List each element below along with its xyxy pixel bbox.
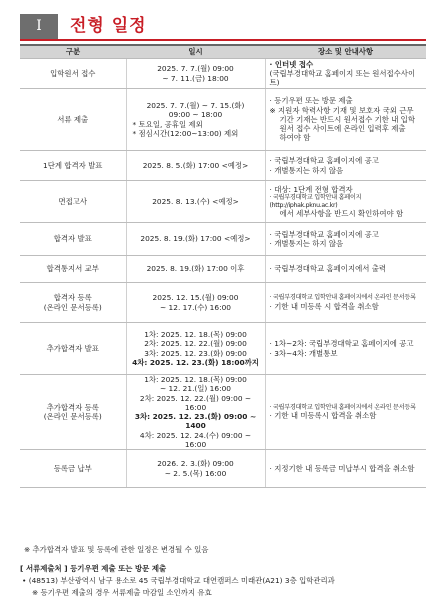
info-line: · 국립부경대학교 홈페이지에 공고 — [269, 229, 379, 239]
cell-stage — [20, 323, 126, 375]
info-line: · 국립부경대학교 입학안내 홈페이지(http://iphak.pknu.ac.kr) — [269, 193, 362, 209]
cell-date — [126, 375, 265, 450]
date-line: 2025. 12. 15.(월) 09:00 — [152, 293, 239, 303]
date-line: ~ 7. 11.(금) 18:00 — [162, 73, 229, 83]
table-header-row — [20, 45, 426, 59]
postmark-note: ※ 등기우편 제출의 경우 서류제출 마감일 소인까지 유효 — [32, 588, 212, 597]
info-line: · 국립부경대학교 홈페이지에 공고 — [269, 156, 379, 166]
stage-label: 1단계 합격자 발표 — [43, 160, 103, 170]
stage-label: 합격통지서 교부 — [46, 264, 99, 274]
info-line: · 3차~4차: 개별통보 — [269, 348, 338, 358]
info-line: · 개별통지는 하지 않음 — [269, 239, 344, 248]
cell-info — [265, 223, 426, 256]
title-underline — [20, 39, 426, 41]
stage-label: 서류 제출 — [57, 114, 89, 124]
cell-info — [265, 450, 426, 488]
table-row — [20, 181, 426, 223]
cell-date — [126, 323, 265, 375]
cell-stage — [20, 223, 126, 256]
table-row — [20, 89, 426, 151]
section-title: 전형 일정 — [70, 16, 147, 36]
schedule-table — [20, 44, 426, 488]
info-line: · 대상: 1단계 전형 합격자 — [269, 184, 353, 194]
stage-label: (온라인 문서등록) — [43, 412, 102, 421]
info-line: · 기한 내 미등록 시 합격을 취소함 — [269, 301, 379, 311]
cell-date — [126, 283, 265, 323]
stage-label: 면접고사 — [58, 196, 88, 206]
submission-heading: [ 서류제출처 ] 등기우편 제출 또는 방문 제출 — [20, 564, 167, 573]
info-line: (국립부경대학교 홈페이지 또는 원서접수사이트) — [269, 68, 416, 88]
stage-label: 합격자 발표 — [53, 234, 92, 244]
cell-stage — [20, 151, 126, 181]
table-row — [20, 323, 426, 375]
table-row — [20, 223, 426, 256]
cell-stage — [20, 181, 126, 223]
date-line: 2025. 8. 19.(화) 17:00 이후 — [146, 264, 245, 274]
info-line: · 국립부경대학교 입학안내 홈페이지에서 온라인 문서등록 — [269, 403, 416, 411]
column-header-date: 일시 — [126, 45, 265, 59]
schedule-change-note: ※ 추가합격자 발표 및 등록에 관한 일정은 변경될 수 있음 — [24, 545, 209, 554]
cell-stage — [20, 59, 126, 89]
cell-info — [265, 151, 426, 181]
stage-label: 합격자 등록 — [53, 293, 92, 303]
cell-info — [265, 181, 426, 223]
cell-stage — [20, 375, 126, 450]
date-line: 2025. 8. 5.(화) 17:00 <예정> — [142, 160, 249, 170]
stage-label: 추가합격자 등록 — [46, 402, 99, 412]
info-line: 하여야 함 — [279, 133, 311, 143]
cell-info — [265, 256, 426, 283]
date-line: 2026. 2. 3.(화) 09:00 — [157, 459, 234, 469]
date-line: 3차: 2025. 12. 23.(화) 09:00 ~ 1400 — [134, 412, 257, 431]
info-line: · 1차~2차: 국립부경대학교 홈페이지에 공고 — [269, 339, 414, 349]
table-row — [20, 375, 426, 450]
date-line: 2차: 2025. 12. 22.(월) 09:00 — [144, 339, 247, 349]
info-line: 에서 세부사항을 반드시 확인하여야 함 — [279, 209, 404, 219]
date-line: 1차: 2025. 12. 18.(목) 09:00 — [144, 375, 247, 384]
cell-info — [265, 375, 426, 450]
date-line: 09:00 ~ 18:00 — [168, 110, 223, 120]
info-line: 기간 기재는 반드시 원서접수 기한 내 입학 — [279, 114, 415, 124]
date-line: ~ 12. 17.(수) 16:00 — [160, 302, 231, 312]
date-line: 3차: 2025. 12. 23.(화) 09:00 — [144, 348, 247, 358]
date-line: 4차: 2025. 12. 24.(수) 09:00 ~ 16:00 — [139, 430, 252, 449]
date-line: 1차: 2025. 12. 18.(목) 09:00 — [144, 330, 247, 339]
info-line: 원서 접수 사이트에 온라인 입력후 제출 — [279, 124, 406, 134]
info-line: · 개별통지는 하지 않음 — [269, 165, 344, 175]
cell-stage — [20, 256, 126, 283]
info-line: ※ 지원자 학력사항 기재 및 보호자 국외 근무 — [269, 105, 414, 115]
date-line: ~ 2. 5.(목) 16:00 — [164, 468, 227, 478]
date-line: ~ 12. 21.(일) 16:00 — [160, 384, 231, 394]
date-line: 2025. 7. 7.(월) ~ 7. 15.(화) — [146, 101, 245, 110]
column-header-stage: 구분 — [20, 45, 126, 59]
cell-stage — [20, 450, 126, 488]
info-line: · 국립부경대학교 입학안내 홈페이지에서 온라인 문서등록 — [269, 294, 416, 301]
submission-address: • (48513) 부산광역시 남구 용소로 45 국립부경대학교 대연캠퍼스 미래관(A21) 3층 입학관리과 — [22, 576, 335, 585]
cell-date — [126, 223, 265, 256]
info-line: · 등기우편 또는 방문 제출 — [269, 96, 353, 106]
info-line: · 국립부경대학교 홈페이지에서 출력 — [269, 264, 386, 274]
table-row — [20, 283, 426, 323]
date-line: * 점심시간(12:00~13:00) 제외 — [132, 128, 239, 138]
cell-info — [265, 323, 426, 375]
date-line: * 토요일, 공휴일 제외 — [132, 119, 203, 129]
table-row — [20, 450, 426, 488]
table-row — [20, 59, 426, 89]
date-line: 2차: 2025. 12. 22.(월) 09:00 ~ 16:00 — [139, 393, 252, 412]
stage-label: 추가합격자 발표 — [46, 343, 99, 353]
cell-stage — [20, 89, 126, 151]
section-numeral: Ⅰ — [20, 14, 58, 39]
date-line: 4차: 2025. 12. 23.(화) 18:00까지 — [132, 357, 259, 367]
cell-info — [265, 283, 426, 323]
table-row — [20, 151, 426, 181]
stage-label: 등록금 납부 — [53, 463, 92, 473]
cell-date — [126, 181, 265, 223]
stage-label: (온라인 문서등록) — [43, 302, 102, 312]
date-line: 2025. 8. 13.(수) <예정> — [152, 196, 239, 206]
cell-date — [126, 450, 265, 488]
info-line: · 지정기한 내 등록금 미납부시 합격을 취소함 — [269, 463, 415, 473]
cell-stage — [20, 283, 126, 323]
date-line: 2025. 7. 7.(월) 09:00 — [157, 64, 234, 74]
cell-date — [126, 59, 265, 89]
info-line: · 기한 내 미등록시 합격을 취소함 — [269, 411, 377, 421]
date-line: 2025. 8. 19.(화) 17:00 <예정> — [140, 234, 251, 244]
cell-info — [265, 89, 426, 151]
cell-date — [126, 151, 265, 181]
column-header-info: 장소 및 안내사항 — [265, 45, 426, 59]
cell-date — [126, 89, 265, 151]
info-line: · 인터넷 접수 — [269, 59, 314, 69]
table-row — [20, 256, 426, 283]
cell-info — [265, 59, 426, 89]
cell-date — [126, 256, 265, 283]
section-header — [20, 11, 426, 39]
stage-label: 입학원서 접수 — [50, 68, 96, 78]
